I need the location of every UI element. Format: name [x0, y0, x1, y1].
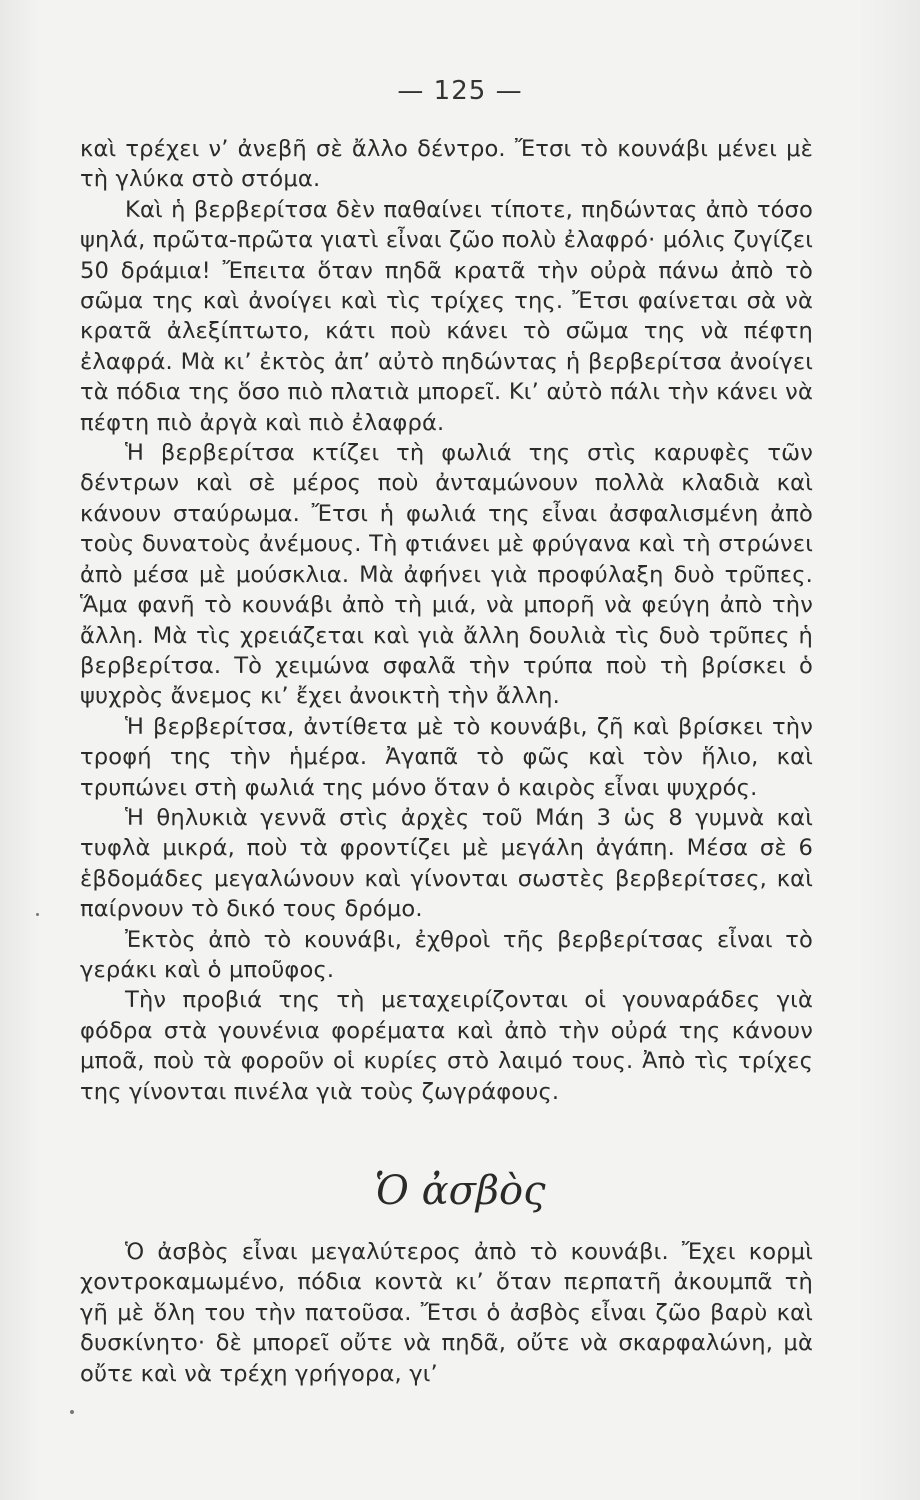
- section-heading: Ὁ ἀσβὸς: [374, 1168, 546, 1214]
- paragraph-4: Ἡ βερβερίτσα, ἀντίθετα μὲ τὸ κουνάβι, ζῆ καὶ βρίσκει τὴν τροφή της τὴν ἡμέρα. Ἀγαπᾶ τὸ φῶς καὶ τὸν ἥλιο, καὶ τρυπώνει στὴ φωλιά της μόνο ὅταν ὁ καιρὸς εἶναι ψυχρός.: [80, 713, 813, 801]
- paragraph-6: Ἐκτὸς ἀπὸ τὸ κουνάβι, ἐχθροὶ τῆς βερβερίτσας εἶναι τὸ γεράκι καὶ ὁ μποῦφος.: [80, 926, 813, 983]
- section-text: [80, 1237, 813, 1389]
- paragraph-7: Τὴν προβιά της τὴ μεταχειρίζονται οἱ γουναράδες γιὰ φόδρα στὰ γουνένια φορέματα καὶ ἀπὸ τὴν οὐρά της κάνουν μποᾶ, ποὺ τὰ φοροῦν οἱ κυρίες στὸ λαιμό τους. Ἀπὸ τὶς τρίχες της γίνονται πινέλα γιὰ τοὺς ζωγράφους.: [80, 987, 813, 1105]
- paragraph-2: Καὶ ἡ βερβερίτσα δὲν παθαίνει τίποτε, πηδώντας ἀπὸ τόσο ψηλά, πρῶτα-πρῶτα γιατὶ εἶναι ζῶο πολὺ ἐλαφρό· μόλις ζυγίζει 50 δράμια! Ἔπειτα ὅταν πηδᾶ κρατᾶ τὴν οὐρὰ πάνω ἀπὸ τὸ σῶμα της καὶ ἀνοίγει καὶ τὶς τρίχες της. Ἔτσι φαίνεται σὰ νὰ κρατᾶ ἀλεξίπτωτο, κάτι ποὺ κάνει τὸ σῶμα της νὰ πέφτη ἐλαφρά. Μὰ κι’ ἐκτὸς ἀπ’ αὐτὸ πηδώντας ἡ βερβερίτσα ἀνοίγει τὰ πόδια της ὅσο πιὸ πλατιὰ μπορεῖ. Κι’ αὐτὸ πάλι τὴν κάνει νὰ πέφτη πιὸ ἀργὰ καὶ πιὸ ἐλαφρά.: [80, 196, 813, 436]
- page-number: — 125 —: [397, 76, 523, 106]
- paragraph-1: καὶ τρέχει ν’ ἀνεβῆ σὲ ἄλλο δέντρο. Ἔτσι τὸ κουνάβι μένει μὲ τὴ γλύκα στὸ στόμα.: [80, 136, 813, 193]
- main-text: [80, 134, 813, 1107]
- ink-speck: [70, 1410, 74, 1414]
- paragraph-3: Ἡ βερβερίτσα κτίζει τὴ φωλιά της στὶς καρυφὲς τῶν δέντρων καὶ σὲ μέρος ποὺ ἀνταμώνουν πολλὰ κλαδιὰ καὶ κάνουν σταύρωμα. Ἔτσι ἡ φωλιά της εἶναι ἀσφαλισμένη ἀπὸ τοὺς δυνατοὺς ἀνέμους. Τὴ φτιάνει μὲ φρύγανα καὶ τὴ στρώνει ἀπὸ μέσα μὲ μούσκλια. Μὰ ἀφήνει γιὰ προφύλαξη δυὸ τρῦπες. Ἅμα φανῆ τὸ κουνάβι ἀπὸ τὴ μιά, νὰ μπορῆ νὰ φεύγη ἀπὸ τὴν ἄλλη. Μὰ τὶς χρειάζεται καὶ γιὰ ἄλλη δουλιὰ τὶς δυὸ τρῦπες ἡ βερβερίτσα. Τὸ χειμώνα σφαλᾶ τὴν τρύπα ποὺ τὴ βρίσκει ὁ ψυχρὸς ἄνεμος κι’ ἔχει ἀνοικτὴ τὴν ἄλλη.: [80, 440, 813, 710]
- paragraph-5: Ἡ θηλυκιὰ γεννᾶ στὶς ἀρχὲς τοῦ Μάη 3 ὡς 8 γυμνὰ καὶ τυφλὰ μικρά, ποὺ τὰ φροντίζει μὲ μεγάλη ἀγάπη. Μέσα σὲ 6 ἑβδομάδες μεγαλώνουν καὶ γίνονται σωστὲς βερβερίτσες, καὶ παίρνουν τὸ δικό τους δρόμο.: [80, 804, 813, 923]
- section-paragraph: Ὁ ἀσβὸς εἶναι μεγαλύτερος ἀπὸ τὸ κουνάβι. Ἔχει κορμὶ χοντροκαμωμένο, πόδια κοντὰ κι’ ὅταν περπατῆ ἀκουμπᾶ τὴ γῆ μὲ ὅλη του τὴν πατοῦσα. Ἔτσι ὁ ἀσβὸς εἶναι ζῶο βαρὺ καὶ δυσκίνητο· δὲ μπορεῖ οὔτε νὰ πηδᾶ, οὔτε νὰ σκαρφαλώνη, μὰ οὔτε καὶ νὰ τρέχη γρήγορα, γι’: [80, 1239, 813, 1387]
- ink-speck: [36, 913, 39, 916]
